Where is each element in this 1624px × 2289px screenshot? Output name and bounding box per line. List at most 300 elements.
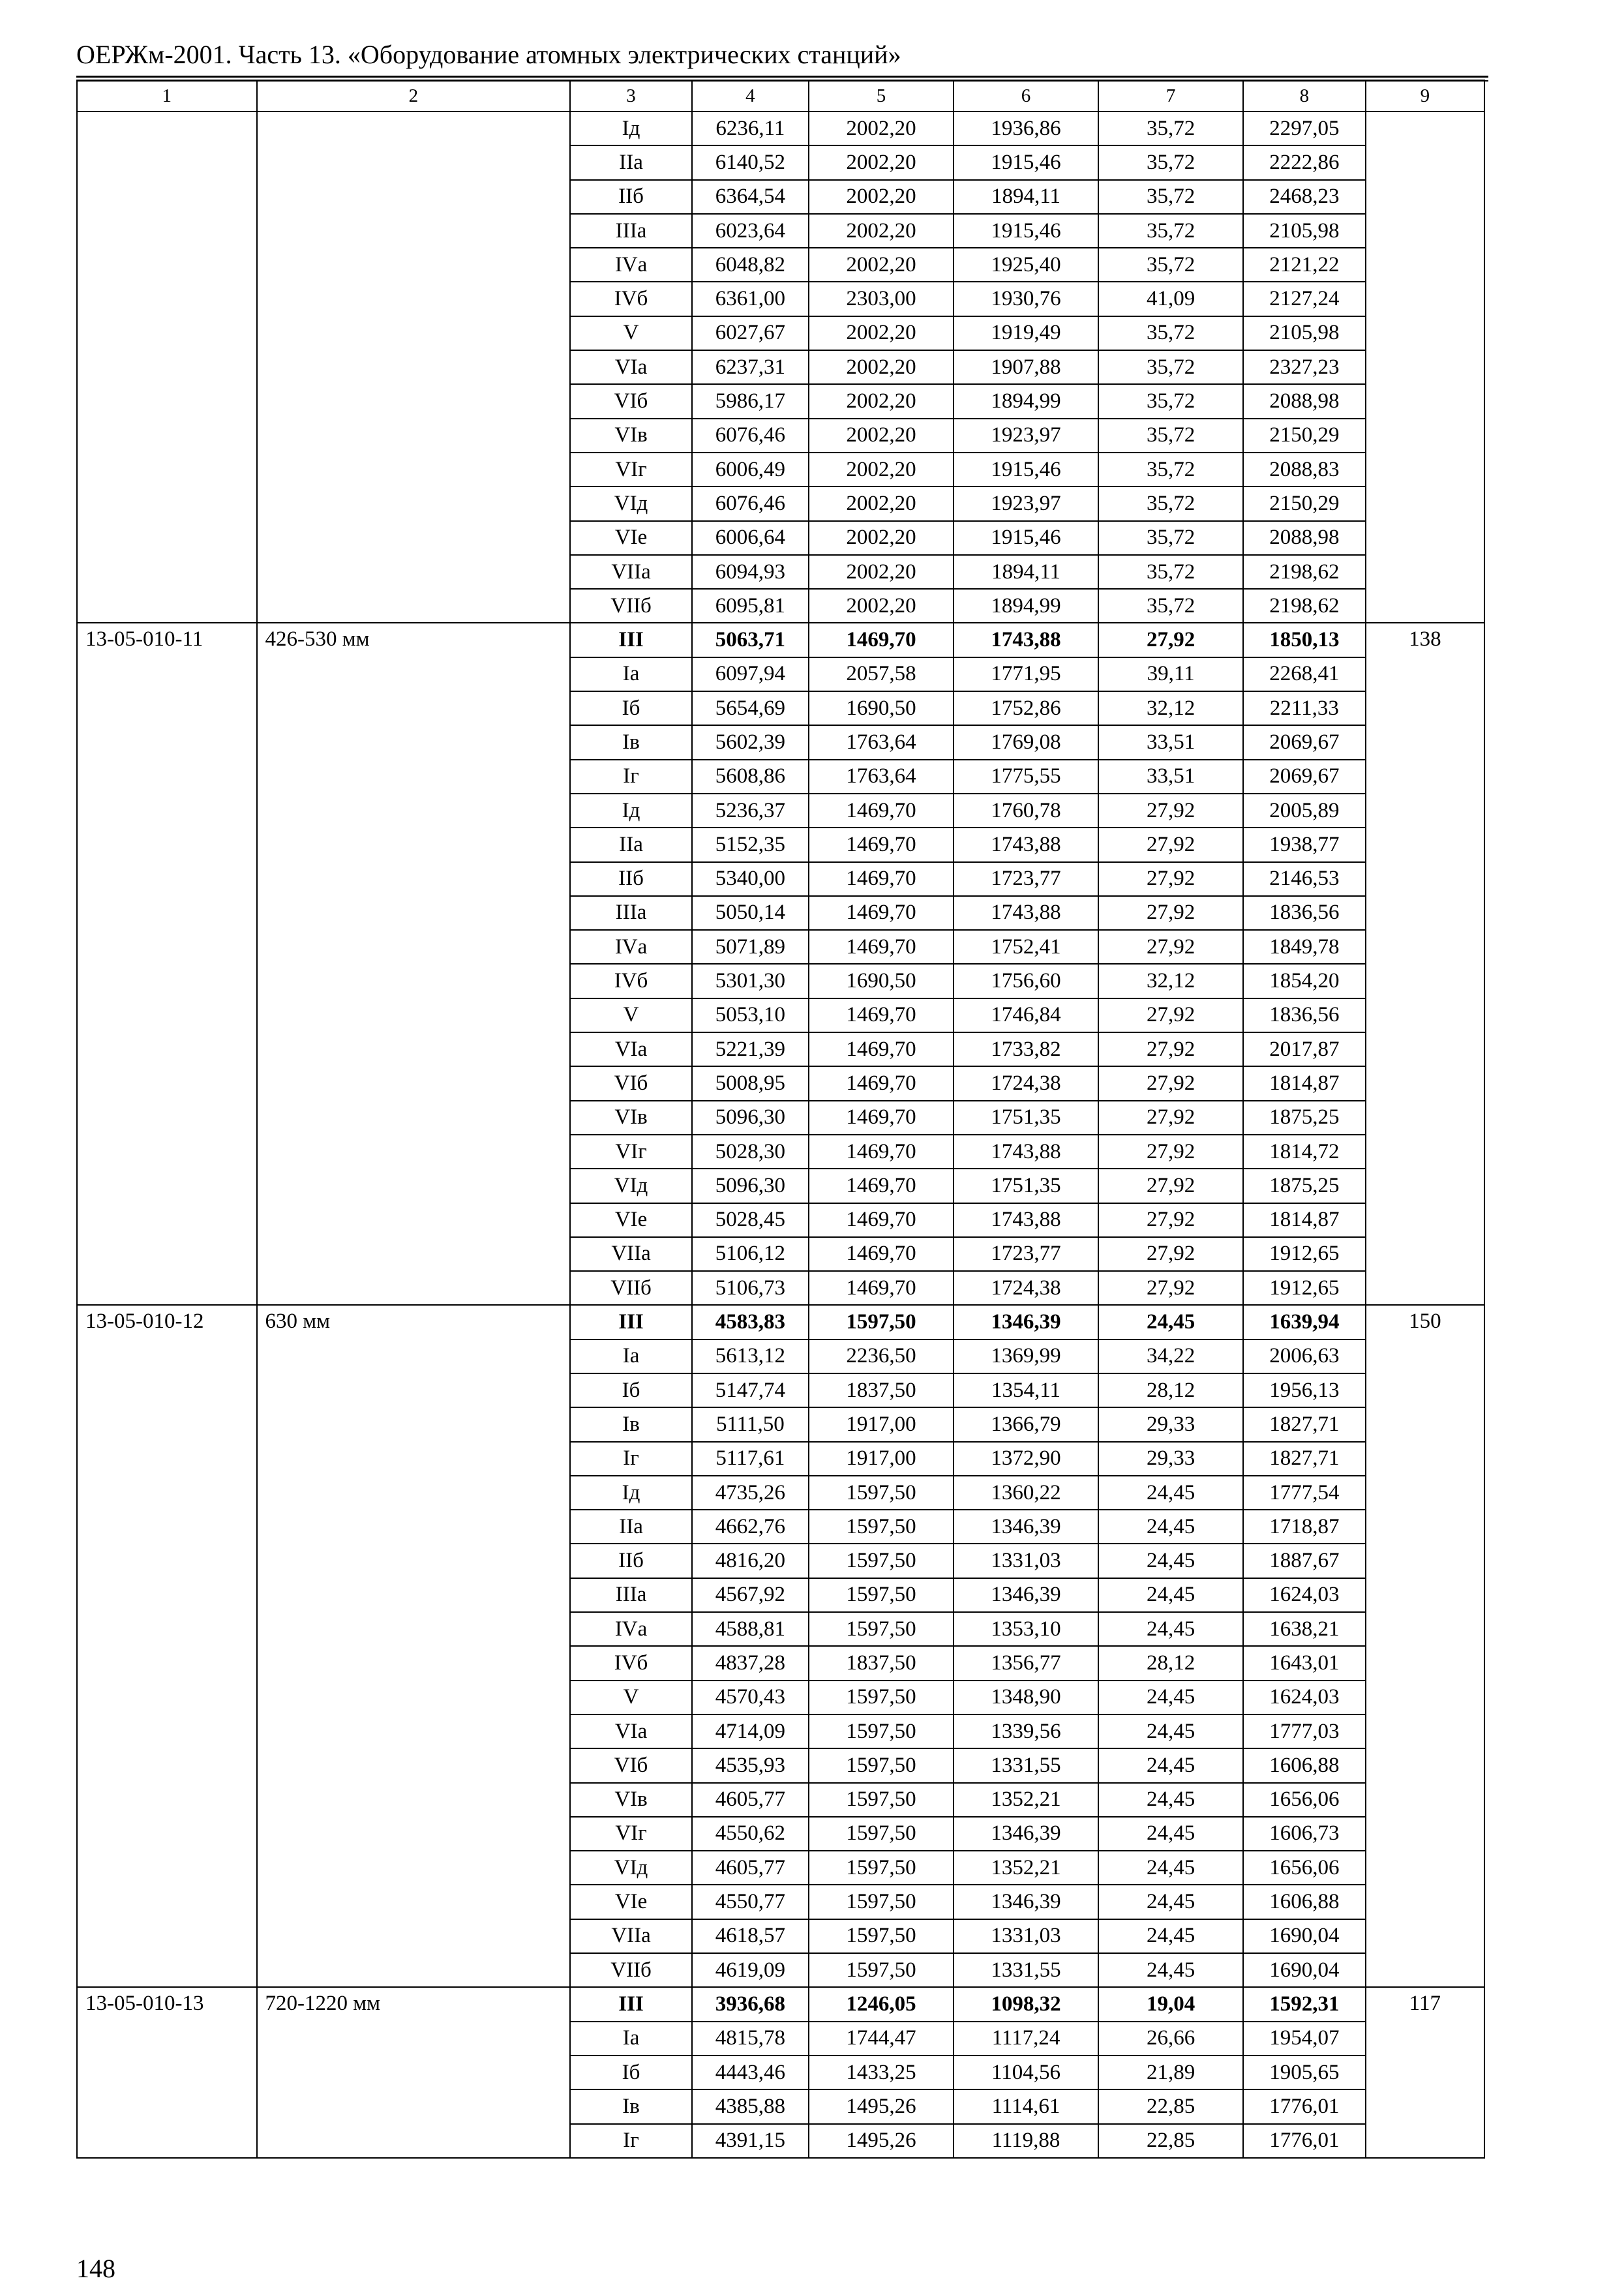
machines-cell: 1894,11 (954, 180, 1098, 214)
zone-cell: VIб (570, 1748, 691, 1782)
zone-cell: Iа (570, 1339, 691, 1373)
machinist-wages-cell: 35,72 (1098, 384, 1243, 418)
machines-cell: 1723,77 (954, 1237, 1098, 1271)
wages-cell: 2002,20 (809, 180, 954, 214)
materials-cell: 2105,98 (1243, 214, 1366, 248)
machinist-wages-cell: 21,89 (1098, 2056, 1243, 2089)
machines-cell: 1724,38 (954, 1271, 1098, 1305)
machines-cell: 1923,97 (954, 486, 1098, 520)
machinist-wages-cell: 27,92 (1098, 930, 1243, 964)
machinist-wages-cell: 28,12 (1098, 1373, 1243, 1407)
materials-cell: 2198,62 (1243, 555, 1366, 589)
total-cost-cell: 3936,68 (692, 1987, 809, 2021)
total-cost-cell: 5106,12 (692, 1237, 809, 1271)
machinist-wages-cell: 39,11 (1098, 657, 1243, 691)
total-cost-cell: 5602,39 (692, 725, 809, 759)
machinist-wages-cell: 35,72 (1098, 214, 1243, 248)
norm-code-cell (77, 112, 257, 623)
machinist-wages-cell: 35,72 (1098, 248, 1243, 282)
machines-cell: 1915,46 (954, 214, 1098, 248)
materials-cell: 1954,07 (1243, 2022, 1366, 2056)
wages-cell: 1469,70 (809, 862, 954, 896)
machines-cell: 1331,55 (954, 1748, 1098, 1782)
column-number: 7 (1098, 80, 1243, 112)
wages-cell: 2236,50 (809, 1339, 954, 1373)
machines-cell: 1117,24 (954, 2022, 1098, 2056)
machinist-wages-cell: 32,12 (1098, 691, 1243, 725)
total-cost-cell: 4735,26 (692, 1476, 809, 1510)
total-cost-cell: 5096,30 (692, 1101, 809, 1135)
wages-cell: 1597,50 (809, 1714, 954, 1748)
total-cost-cell: 5096,30 (692, 1169, 809, 1203)
zone-cell: Iг (570, 760, 691, 794)
machines-cell: 1894,99 (954, 589, 1098, 623)
zone-cell: VIв (570, 1783, 691, 1817)
wages-cell: 1469,70 (809, 1237, 954, 1271)
total-cost-cell: 5340,00 (692, 862, 809, 896)
materials-cell: 1850,13 (1243, 623, 1366, 657)
machinist-wages-cell: 27,92 (1098, 1032, 1243, 1066)
machinist-wages-cell: 27,92 (1098, 623, 1243, 657)
diameter-cell: 630 мм (257, 1305, 571, 1987)
machinist-wages-cell: 33,51 (1098, 760, 1243, 794)
machinist-wages-cell: 24,45 (1098, 1714, 1243, 1748)
wages-cell: 1495,26 (809, 2124, 954, 2158)
machines-cell: 1751,35 (954, 1101, 1098, 1135)
wages-cell: 1837,50 (809, 1646, 954, 1680)
total-cost-cell: 4550,62 (692, 1817, 809, 1851)
machinist-wages-cell: 28,12 (1098, 1646, 1243, 1680)
zone-cell: VIе (570, 1885, 691, 1919)
zone-cell: VIа (570, 1714, 691, 1748)
total-cost-cell: 4391,15 (692, 2124, 809, 2158)
machinist-wages-cell: 27,92 (1098, 1135, 1243, 1169)
column-number: 8 (1243, 80, 1366, 112)
wages-cell: 2303,00 (809, 282, 954, 316)
materials-cell: 1956,13 (1243, 1373, 1366, 1407)
materials-cell: 2088,83 (1243, 453, 1366, 486)
wages-cell: 1469,70 (809, 998, 954, 1032)
wages-cell: 2002,20 (809, 145, 954, 179)
machines-cell: 1723,77 (954, 862, 1098, 896)
machines-cell: 1751,35 (954, 1169, 1098, 1203)
zone-cell: VIе (570, 521, 691, 555)
zone-cell: IIб (570, 862, 691, 896)
machines-cell: 1919,49 (954, 316, 1098, 350)
wages-cell: 2002,20 (809, 316, 954, 350)
zone-cell: Iг (570, 2124, 691, 2158)
machines-cell: 1331,03 (954, 1919, 1098, 1953)
machines-cell: 1752,86 (954, 691, 1098, 725)
wages-cell: 1597,50 (809, 1953, 954, 1987)
total-cost-cell: 4605,77 (692, 1783, 809, 1817)
materials-cell: 1638,21 (1243, 1612, 1366, 1646)
machinist-wages-cell: 22,85 (1098, 2089, 1243, 2123)
materials-cell: 2150,29 (1243, 486, 1366, 520)
quantity-cell: 117 (1366, 1987, 1484, 2157)
materials-cell: 1836,56 (1243, 998, 1366, 1032)
zone-cell: IVб (570, 282, 691, 316)
machines-cell: 1346,39 (954, 1817, 1098, 1851)
materials-cell: 1912,65 (1243, 1237, 1366, 1271)
wages-cell: 1597,50 (809, 1885, 954, 1919)
machinist-wages-cell: 24,45 (1098, 1510, 1243, 1544)
wages-cell: 1763,64 (809, 760, 954, 794)
zone-cell: Iа (570, 2022, 691, 2056)
machinist-wages-cell: 27,92 (1098, 998, 1243, 1032)
zone-cell: VIIа (570, 1237, 691, 1271)
materials-cell: 1690,04 (1243, 1919, 1366, 1953)
wages-cell: 1469,70 (809, 1271, 954, 1305)
total-cost-cell: 4588,81 (692, 1612, 809, 1646)
total-cost-cell: 5053,10 (692, 998, 809, 1032)
wages-cell: 1597,50 (809, 1817, 954, 1851)
zone-cell: Iг (570, 1442, 691, 1476)
materials-cell: 2006,63 (1243, 1339, 1366, 1373)
machines-cell: 1098,32 (954, 1987, 1098, 2021)
wages-cell: 1469,70 (809, 828, 954, 861)
machinist-wages-cell: 22,85 (1098, 2124, 1243, 2158)
quantity-cell: 138 (1366, 623, 1484, 1305)
wages-cell: 1597,50 (809, 1476, 954, 1510)
total-cost-cell: 4567,92 (692, 1578, 809, 1612)
machines-cell: 1760,78 (954, 794, 1098, 828)
zone-cell: Iв (570, 725, 691, 759)
zone-cell: IIIа (570, 214, 691, 248)
wages-cell: 1597,50 (809, 1783, 954, 1817)
wages-cell: 2002,20 (809, 214, 954, 248)
machines-cell: 1733,82 (954, 1032, 1098, 1066)
zone-cell: IVб (570, 964, 691, 998)
page-number: 148 (76, 2254, 115, 2283)
zone-cell: IIа (570, 145, 691, 179)
wages-cell: 1597,50 (809, 1919, 954, 1953)
column-number: 4 (692, 80, 809, 112)
machinist-wages-cell: 24,45 (1098, 1748, 1243, 1782)
total-cost-cell: 5071,89 (692, 930, 809, 964)
wages-cell: 1597,50 (809, 1510, 954, 1544)
total-cost-cell: 5028,30 (692, 1135, 809, 1169)
machines-cell: 1915,46 (954, 145, 1098, 179)
total-cost-cell: 6048,82 (692, 248, 809, 282)
total-cost-cell: 5986,17 (692, 384, 809, 418)
machinist-wages-cell: 24,45 (1098, 1544, 1243, 1578)
zone-cell: IVа (570, 248, 691, 282)
total-cost-cell: 5008,95 (692, 1066, 809, 1100)
wages-cell: 1469,70 (809, 1169, 954, 1203)
table-row (77, 623, 1484, 657)
materials-cell: 1656,06 (1243, 1783, 1366, 1817)
materials-cell: 1814,72 (1243, 1135, 1366, 1169)
machines-cell: 1339,56 (954, 1714, 1098, 1748)
total-cost-cell: 6140,52 (692, 145, 809, 179)
materials-cell: 1776,01 (1243, 2124, 1366, 2158)
materials-cell: 2146,53 (1243, 862, 1366, 896)
materials-cell: 1624,03 (1243, 1681, 1366, 1714)
machinist-wages-cell: 35,72 (1098, 145, 1243, 179)
wages-cell: 1690,50 (809, 964, 954, 998)
machinist-wages-cell: 33,51 (1098, 725, 1243, 759)
machines-cell: 1724,38 (954, 1066, 1098, 1100)
total-cost-cell: 5152,35 (692, 828, 809, 861)
total-cost-cell: 6236,11 (692, 112, 809, 145)
wages-cell: 2002,20 (809, 486, 954, 520)
total-cost-cell: 5236,37 (692, 794, 809, 828)
machinist-wages-cell: 27,92 (1098, 1237, 1243, 1271)
zone-cell: V (570, 998, 691, 1032)
machines-cell: 1346,39 (954, 1578, 1098, 1612)
zone-cell: VIд (570, 1169, 691, 1203)
materials-cell: 2211,33 (1243, 691, 1366, 725)
materials-cell: 2198,62 (1243, 589, 1366, 623)
total-cost-cell: 6023,64 (692, 214, 809, 248)
total-cost-cell: 4815,78 (692, 2022, 809, 2056)
wages-cell: 2002,20 (809, 589, 954, 623)
machines-cell: 1119,88 (954, 2124, 1098, 2158)
total-cost-cell: 5654,69 (692, 691, 809, 725)
machines-cell: 1743,88 (954, 828, 1098, 861)
zone-cell: IIа (570, 1510, 691, 1544)
zone-cell: VIIа (570, 555, 691, 589)
materials-cell: 2005,89 (1243, 794, 1366, 828)
machinist-wages-cell: 24,45 (1098, 1681, 1243, 1714)
machinist-wages-cell: 24,45 (1098, 1305, 1243, 1339)
machinist-wages-cell: 35,72 (1098, 316, 1243, 350)
total-cost-cell: 4714,09 (692, 1714, 809, 1748)
wages-cell: 1433,25 (809, 2056, 954, 2089)
table-row (77, 112, 1484, 145)
machinist-wages-cell: 24,45 (1098, 1851, 1243, 1885)
machines-cell: 1352,21 (954, 1851, 1098, 1885)
machinist-wages-cell: 24,45 (1098, 1476, 1243, 1510)
machines-cell: 1923,97 (954, 419, 1098, 453)
total-cost-cell: 5063,71 (692, 623, 809, 657)
materials-cell: 2088,98 (1243, 384, 1366, 418)
total-cost-cell: 4662,76 (692, 1510, 809, 1544)
wages-cell: 1837,50 (809, 1373, 954, 1407)
materials-cell: 2069,67 (1243, 725, 1366, 759)
machinist-wages-cell: 24,45 (1098, 1817, 1243, 1851)
machines-cell: 1894,11 (954, 555, 1098, 589)
zone-cell: III (570, 1305, 691, 1339)
column-number: 3 (570, 80, 691, 112)
machinist-wages-cell: 26,66 (1098, 2022, 1243, 2056)
wages-cell: 2002,20 (809, 112, 954, 145)
wages-cell: 2002,20 (809, 350, 954, 384)
machines-cell: 1346,39 (954, 1305, 1098, 1339)
total-cost-cell: 4550,77 (692, 1885, 809, 1919)
machines-cell: 1915,46 (954, 521, 1098, 555)
machines-cell: 1752,41 (954, 930, 1098, 964)
total-cost-cell: 5111,50 (692, 1407, 809, 1441)
quantity-cell (1366, 112, 1484, 623)
machinist-wages-cell: 24,45 (1098, 1783, 1243, 1817)
materials-cell: 1656,06 (1243, 1851, 1366, 1885)
norm-code-cell: 13-05-010-13 (77, 1987, 257, 2157)
materials-cell: 2017,87 (1243, 1032, 1366, 1066)
diameter-cell: 720-1220 мм (257, 1987, 571, 2157)
wages-cell: 2002,20 (809, 555, 954, 589)
materials-cell: 2327,23 (1243, 350, 1366, 384)
total-cost-cell: 4385,88 (692, 2089, 809, 2123)
wages-cell: 2002,20 (809, 384, 954, 418)
zone-cell: IVа (570, 1612, 691, 1646)
column-number: 5 (809, 80, 954, 112)
zone-cell: VIIа (570, 1919, 691, 1953)
machines-cell: 1366,79 (954, 1407, 1098, 1441)
machinist-wages-cell: 24,45 (1098, 1885, 1243, 1919)
machines-cell: 1743,88 (954, 1135, 1098, 1169)
zone-cell: Iб (570, 691, 691, 725)
zone-cell: VIв (570, 419, 691, 453)
machinist-wages-cell: 24,45 (1098, 1578, 1243, 1612)
wages-cell: 2057,58 (809, 657, 954, 691)
wages-cell: 1495,26 (809, 2089, 954, 2123)
machinist-wages-cell: 27,92 (1098, 896, 1243, 930)
machines-cell: 1775,55 (954, 760, 1098, 794)
machinist-wages-cell: 35,72 (1098, 112, 1243, 145)
materials-cell: 2297,05 (1243, 112, 1366, 145)
wages-cell: 1469,70 (809, 623, 954, 657)
wages-cell: 1597,50 (809, 1851, 954, 1885)
table-row (77, 1305, 1484, 1339)
machinist-wages-cell: 32,12 (1098, 964, 1243, 998)
machinist-wages-cell: 27,92 (1098, 862, 1243, 896)
machines-cell: 1331,55 (954, 1953, 1098, 1987)
zone-cell: Iв (570, 2089, 691, 2123)
machinist-wages-cell: 35,72 (1098, 350, 1243, 384)
total-cost-cell: 6006,64 (692, 521, 809, 555)
materials-cell: 1777,03 (1243, 1714, 1366, 1748)
wages-cell: 1917,00 (809, 1407, 954, 1441)
wages-cell: 2002,20 (809, 419, 954, 453)
zone-cell: Iб (570, 1373, 691, 1407)
machinist-wages-cell: 27,92 (1098, 1169, 1243, 1203)
machines-cell: 1372,90 (954, 1442, 1098, 1476)
materials-cell: 1718,87 (1243, 1510, 1366, 1544)
total-cost-cell: 4443,46 (692, 2056, 809, 2089)
zone-cell: IVб (570, 1646, 691, 1680)
wages-cell: 1469,70 (809, 896, 954, 930)
machinist-wages-cell: 27,92 (1098, 1101, 1243, 1135)
zone-cell: VIе (570, 1203, 691, 1237)
zone-cell: VIд (570, 486, 691, 520)
materials-cell: 1690,04 (1243, 1953, 1366, 1987)
total-cost-cell: 4618,57 (692, 1919, 809, 1953)
machines-cell: 1348,90 (954, 1681, 1098, 1714)
wages-cell: 1597,50 (809, 1305, 954, 1339)
total-cost-cell: 5147,74 (692, 1373, 809, 1407)
total-cost-cell: 6237,31 (692, 350, 809, 384)
machines-cell: 1936,86 (954, 112, 1098, 145)
zone-cell: III (570, 623, 691, 657)
materials-cell: 1592,31 (1243, 1987, 1366, 2021)
zone-cell: VIг (570, 1817, 691, 1851)
wages-cell: 1469,70 (809, 930, 954, 964)
materials-cell: 1777,54 (1243, 1476, 1366, 1510)
total-cost-cell: 4619,09 (692, 1953, 809, 1987)
machinist-wages-cell: 35,72 (1098, 521, 1243, 555)
total-cost-cell: 5106,73 (692, 1271, 809, 1305)
materials-cell: 1875,25 (1243, 1169, 1366, 1203)
wages-cell: 1690,50 (809, 691, 954, 725)
zone-cell: Iд (570, 112, 691, 145)
total-cost-cell: 4837,28 (692, 1646, 809, 1680)
machines-cell: 1915,46 (954, 453, 1098, 486)
zone-cell: VIIб (570, 1271, 691, 1305)
column-number: 1 (77, 80, 257, 112)
total-cost-cell: 4583,83 (692, 1305, 809, 1339)
zone-cell: VIа (570, 350, 691, 384)
table-row (77, 1987, 1484, 2021)
machines-cell: 1369,99 (954, 1339, 1098, 1373)
machines-cell: 1756,60 (954, 964, 1098, 998)
wages-cell: 1917,00 (809, 1442, 954, 1476)
machinist-wages-cell: 35,72 (1098, 555, 1243, 589)
total-cost-cell: 5050,14 (692, 896, 809, 930)
materials-cell: 1827,71 (1243, 1407, 1366, 1441)
total-cost-cell: 4816,20 (692, 1544, 809, 1578)
machines-cell: 1104,56 (954, 2056, 1098, 2089)
column-number: 2 (257, 80, 571, 112)
machines-cell: 1331,03 (954, 1544, 1098, 1578)
total-cost-cell: 6094,93 (692, 555, 809, 589)
materials-cell: 1606,88 (1243, 1748, 1366, 1782)
column-number: 9 (1366, 80, 1484, 112)
machines-cell: 1354,11 (954, 1373, 1098, 1407)
materials-cell: 1814,87 (1243, 1203, 1366, 1237)
total-cost-cell: 6027,67 (692, 316, 809, 350)
norm-code-cell: 13-05-010-12 (77, 1305, 257, 1987)
zone-cell: VIа (570, 1032, 691, 1066)
machines-cell: 1769,08 (954, 725, 1098, 759)
wages-cell: 1246,05 (809, 1987, 954, 2021)
machinist-wages-cell: 19,04 (1098, 1987, 1243, 2021)
machines-cell: 1907,88 (954, 350, 1098, 384)
machines-cell: 1353,10 (954, 1612, 1098, 1646)
machinist-wages-cell: 27,92 (1098, 1203, 1243, 1237)
materials-cell: 1875,25 (1243, 1101, 1366, 1135)
machines-cell: 1743,88 (954, 623, 1098, 657)
total-cost-cell: 5613,12 (692, 1339, 809, 1373)
zone-cell: VIг (570, 453, 691, 486)
materials-cell: 1912,65 (1243, 1271, 1366, 1305)
total-cost-cell: 6097,94 (692, 657, 809, 691)
zone-cell: Iв (570, 1407, 691, 1441)
materials-cell: 1836,56 (1243, 896, 1366, 930)
materials-cell: 1624,03 (1243, 1578, 1366, 1612)
zone-cell: VIд (570, 1851, 691, 1885)
price-table (76, 80, 1485, 2159)
machines-cell: 1360,22 (954, 1476, 1098, 1510)
zone-cell: VIв (570, 1101, 691, 1135)
machines-cell: 1743,88 (954, 896, 1098, 930)
wages-cell: 1597,50 (809, 1748, 954, 1782)
zone-cell: IIIа (570, 896, 691, 930)
machinist-wages-cell: 35,72 (1098, 589, 1243, 623)
machinist-wages-cell: 35,72 (1098, 453, 1243, 486)
machinist-wages-cell: 41,09 (1098, 282, 1243, 316)
wages-cell: 2002,20 (809, 521, 954, 555)
wages-cell: 1469,70 (809, 1101, 954, 1135)
column-number-row (77, 80, 1484, 112)
machinist-wages-cell: 35,72 (1098, 180, 1243, 214)
materials-cell: 2121,22 (1243, 248, 1366, 282)
total-cost-cell: 4605,77 (692, 1851, 809, 1885)
wages-cell: 1597,50 (809, 1681, 954, 1714)
total-cost-cell: 6364,54 (692, 180, 809, 214)
wages-cell: 1744,47 (809, 2022, 954, 2056)
